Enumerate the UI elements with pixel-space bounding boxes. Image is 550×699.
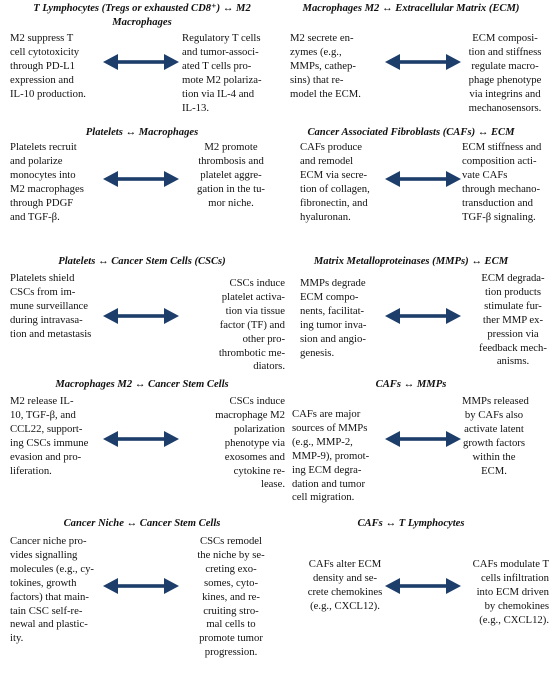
text-line: M2 suppress T: [10, 32, 74, 44]
text-line: M2 release IL-: [10, 395, 74, 407]
text-line: progression.: [204, 646, 258, 659]
text-line: Platelets recruit: [10, 141, 77, 153]
panel-title: [0, 378, 292, 392]
text-line: evasion and pro-: [10, 450, 82, 463]
text-line: within the: [472, 450, 516, 463]
text-line: through PD-L1: [10, 59, 76, 72]
text-line: via integrins and: [469, 87, 541, 100]
text-line: somes, cyto-: [203, 576, 259, 589]
text-line: exosomes and: [224, 450, 285, 463]
double-headed-arrow-icon: [385, 577, 461, 595]
double-headed-arrow-icon: [103, 170, 179, 188]
double-headed-arrow-icon: [385, 170, 461, 188]
text-line: IL-13.: [182, 101, 210, 114]
text-line: factor (TF) and: [219, 318, 285, 331]
text-line: CSCs induce: [229, 277, 285, 289]
text-line: ated T cells pro-: [182, 59, 252, 72]
text-line: zymes (e.g.,: [290, 45, 342, 58]
text-line: fibronectin, and: [300, 196, 368, 209]
panel-title-line: Platelets ↔ Cancer Stem Cells (CSCs): [58, 256, 226, 267]
text-line: MMPs released: [462, 395, 529, 407]
right-description: [465, 32, 545, 115]
panel-title-line: Macrophages: [112, 17, 172, 28]
text-line: Platelets shield: [10, 272, 75, 284]
text-line: tion and metastasis: [10, 327, 92, 340]
panel-title: [0, 255, 292, 269]
text-line: M2 secrete en-: [290, 32, 354, 44]
panel-title: [261, 517, 550, 531]
text-line: TGF-β signaling.: [462, 210, 536, 223]
text-line: diators.: [253, 360, 285, 373]
text-line: newal and plastic-: [10, 618, 88, 631]
left-description: [300, 277, 398, 360]
double-headed-arrow-icon: [385, 307, 461, 325]
panel-title: [261, 255, 550, 269]
panel-title-line: Macrophages M2 ↔ Cancer Stem Cells: [55, 379, 229, 390]
right-description: [193, 277, 285, 374]
text-line: ity.: [10, 632, 24, 645]
panel-title: [0, 2, 292, 30]
text-line: transduction and: [462, 196, 533, 209]
text-line: IL-10 production.: [10, 87, 86, 100]
text-line: CAFs alter ECM: [308, 558, 382, 570]
text-line: ECM composi-: [472, 32, 538, 44]
text-line: thrombosis and: [198, 154, 264, 167]
panel-title: [261, 378, 550, 392]
panel-title: [261, 126, 550, 140]
text-line: CAFs are major: [292, 408, 361, 420]
panel-title-line: Macrophages M2 ↔ Extracellular Matrix (ECM): [302, 3, 520, 14]
text-line: cell migration.: [292, 491, 355, 504]
text-line: ing CSCs immune: [10, 436, 89, 449]
text-line: factors) that main-: [10, 590, 89, 603]
text-line: platelet aggre-: [200, 168, 262, 181]
text-line: dation and tumor: [292, 477, 366, 490]
text-line: and TGF-β.: [10, 210, 60, 223]
double-headed-arrow-icon: [385, 430, 461, 448]
text-line: molecules (e.g., cy-: [10, 562, 94, 575]
text-line: cells infiltration: [481, 571, 549, 584]
panel-title-line: CAFs ↔ T Lymphocytes: [357, 518, 465, 529]
text-line: creting exo-: [205, 562, 257, 575]
panel-title: [0, 517, 292, 531]
text-line: CSCs from im-: [10, 285, 76, 298]
text-line: platelet activa-: [221, 290, 285, 303]
panel-title-line: T Lymphocytes (Tregs or exhausted CD8⁺) ↔ M2: [33, 3, 251, 14]
text-line: ing ECM degra-: [292, 463, 362, 476]
panel-title-line: Cancer Niche ↔ Cancer Stem Cells: [63, 518, 221, 529]
text-line: lease.: [260, 478, 285, 491]
right-description: [193, 395, 285, 492]
text-line: tain CSC self-re-: [10, 604, 83, 617]
text-line: CSCs remodel: [199, 535, 263, 547]
text-line: genesis.: [300, 346, 335, 359]
text-line: tion of collagen,: [300, 182, 370, 195]
right-description: [182, 32, 280, 115]
right-description: [459, 558, 549, 628]
text-line: MMPs degrade: [300, 277, 366, 289]
text-line: by CAFs also: [464, 408, 524, 421]
text-line: tion via IL-4 and: [182, 87, 255, 100]
text-line: crete chemokines: [307, 585, 383, 598]
text-line: 10, TGF-β, and: [10, 408, 76, 421]
left-description: [10, 395, 108, 478]
text-line: nents, facilitat-: [300, 304, 365, 317]
text-line: sources of MMPs: [292, 421, 368, 434]
text-line: mor niche.: [208, 196, 254, 209]
text-line: mal cells to: [206, 618, 256, 631]
panel-title: [261, 2, 550, 16]
panel-title-line: CAFs ↔ MMPs: [375, 379, 447, 390]
text-line: MMPs, cathep-: [290, 59, 356, 72]
text-line: activate latent: [464, 422, 524, 435]
text-line: ECM stiffness and: [462, 141, 542, 153]
text-line: model the ECM.: [290, 87, 361, 100]
double-headed-arrow-icon: [103, 53, 179, 71]
text-line: vides signalling: [10, 548, 78, 561]
left-description: [290, 32, 388, 102]
text-line: CAFs produce: [300, 141, 363, 153]
text-line: ECM compo-: [300, 290, 359, 303]
text-line: ECM via secre-: [300, 168, 368, 181]
text-line: anisms.: [496, 355, 530, 368]
left-description: [300, 141, 398, 224]
text-line: feedback mech-: [479, 341, 547, 354]
double-headed-arrow-icon: [103, 307, 179, 325]
text-line: promote tumor: [199, 632, 263, 645]
text-line: through mechano-: [462, 182, 541, 195]
text-line: tion via tissue: [225, 304, 285, 317]
panel-title-line: Cancer Associated Fibroblasts (CAFs) ↔ ECM: [307, 127, 515, 138]
text-line: phenotype via: [224, 436, 285, 449]
text-line: sins) that re-: [290, 73, 344, 86]
text-line: tion products: [484, 285, 542, 298]
text-line: Cancer niche pro-: [10, 535, 87, 547]
text-line: M2 macrophages: [10, 182, 84, 195]
text-line: tion and stiffness: [468, 45, 542, 58]
text-line: and polarize: [10, 154, 63, 167]
panel-title: [0, 126, 292, 140]
text-line: (e.g., MMP-2,: [292, 435, 353, 448]
text-line: kines, and re-: [202, 590, 260, 603]
panel-title-line: Platelets ↔ Macrophages: [85, 127, 199, 138]
text-line: regulate macro-: [471, 59, 539, 72]
text-line: M2 promote: [204, 141, 258, 153]
text-line: phage phenotype: [468, 73, 542, 86]
text-line: (e.g., CXCL12).: [479, 613, 549, 626]
text-line: thrombotic me-: [218, 346, 285, 359]
text-line: during intravasa-: [10, 313, 83, 326]
left-description: [292, 408, 390, 505]
text-line: tokines, growth: [10, 576, 77, 589]
text-line: and remodel: [300, 154, 354, 167]
panel-title-line: Matrix Metalloproteinases (MMPs) ↔ ECM: [313, 256, 509, 267]
left-description: [296, 558, 394, 614]
text-line: cytokine re-: [233, 464, 285, 477]
double-headed-arrow-icon: [385, 53, 461, 71]
left-description: [10, 141, 108, 224]
text-line: ECM.: [481, 464, 507, 477]
right-description: [185, 535, 277, 660]
double-headed-arrow-icon: [103, 577, 179, 595]
text-line: CCL22, support-: [10, 422, 83, 435]
right-description: [473, 272, 550, 369]
text-line: expression and: [10, 73, 74, 86]
text-line: ECM degrada-: [481, 272, 545, 284]
text-line: macrophage M2: [215, 408, 285, 421]
left-description: [10, 272, 108, 342]
text-line: density and se-: [312, 571, 378, 584]
text-line: ther MMP ex-: [482, 313, 544, 326]
text-line: the niche by se-: [197, 548, 265, 561]
text-line: cell cytotoxicity: [10, 45, 80, 58]
double-headed-arrow-icon: [103, 430, 179, 448]
text-line: hyaluronan.: [300, 210, 351, 223]
text-line: CSCs induce: [229, 395, 285, 407]
text-line: vate CAFs: [462, 168, 508, 181]
text-line: into ECM driven: [476, 585, 549, 598]
text-line: polarization: [233, 422, 285, 435]
right-description: [462, 141, 547, 224]
text-line: and tumor-associ-: [182, 45, 259, 58]
text-line: mune surveillance: [10, 299, 89, 312]
text-line: mechanosensors.: [468, 101, 542, 114]
text-line: MMP-9), promot-: [292, 449, 370, 462]
text-line: liferation.: [10, 464, 52, 477]
text-line: stimulate fur-: [484, 299, 542, 312]
left-description: [10, 535, 108, 646]
text-line: monocytes into: [10, 168, 76, 181]
text-line: Regulatory T cells: [182, 32, 261, 44]
text-line: through PDGF: [10, 196, 74, 209]
left-description: [10, 32, 108, 102]
text-line: other pro-: [242, 332, 285, 345]
text-line: mote M2 polariza-: [182, 73, 262, 86]
text-line: gation in the tu-: [197, 182, 265, 195]
right-description: [185, 141, 277, 211]
text-line: ing tumor inva-: [300, 318, 367, 331]
text-line: (e.g., CXCL12).: [310, 599, 380, 612]
right-description: [462, 395, 529, 478]
text-line: by chemokines: [484, 599, 549, 612]
text-line: growth factors: [462, 436, 526, 449]
text-line: CAFs modulate T: [472, 558, 549, 570]
text-line: composition acti-: [462, 154, 537, 167]
text-line: pression via: [487, 327, 539, 340]
text-line: cruiting stro-: [203, 604, 259, 617]
text-line: sion and angio-: [300, 332, 366, 345]
